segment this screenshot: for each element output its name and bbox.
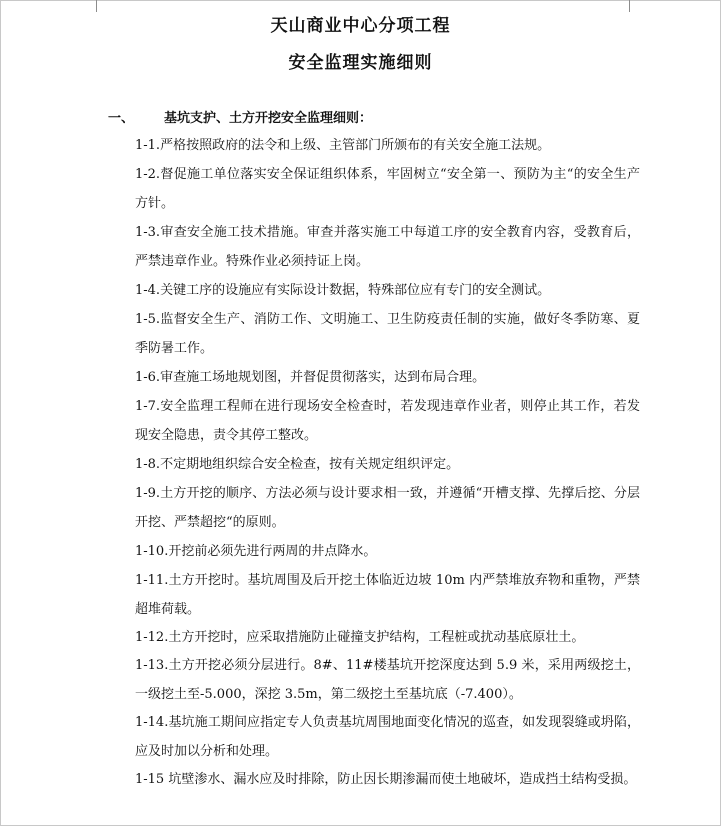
paragraph-1-10: 1-10.开挖前必须先进行两周的井点降水。 [135,544,377,559]
paragraph-1-5: 1-5.监督安全生产、消防工作、文明施工、卫生防疫责任制的实施，做好冬季防寒、夏季防暑工作。 [135,312,640,356]
paragraph-1-6: 1-6.审查施工场地规划图，并督促贯彻落实，达到布局合理。 [135,370,486,385]
paragraph-1-2: 1-2.督促施工单位落实安全保证组织体系，牢固树立“安全第一、预防为主“的安全生产方针。 [135,167,640,211]
paragraph-1-7: 1-7.安全监理工程师在进行现场安全检查时，若发现违章作业者，则停止其工作，若发现安全隐患，责令其停工整改。 [135,399,640,443]
section-heading [108,107,372,126]
paragraph-1-13: 1-13.土方开挖必须分层进行。8#、11#楼基坑开挖深度达到 5.9 米，采用两级挖土，一级挖土至-5.000，深挖 3.5m，第二级挖土至基坑底（-7.400）。 [135,658,640,702]
document-title: 天山商业中心分项工程 [270,16,451,36]
paragraph-1-14: 1-14.基坑施工期间应指定专人负责基坑周围地面变化情况的巡查，如发现裂缝或坍陷，应及时加以分析和处理。 [135,715,640,759]
paragraph-1-8: 1-8.不定期地组织综合安全检查，按有关规定组织评定。 [135,457,460,472]
paragraph-1-15: 1-15 坑壁渗水、漏水应及时排除，防止因长期渗漏而使土地破坏，造成挡土结构受损。 [135,772,637,787]
document-subtitle: 安全监理实施细则 [288,53,433,73]
paragraph-1-12: 1-12.土方开挖时，应采取措施防止碰撞支护结构，工程桩或扰动基底原壮土。 [135,630,585,645]
section-title: 基坑支护、土方开挖安全监理细则： [164,111,373,126]
paragraph-1-11: 1-11.土方开挖时。基坑周围及后开挖土体临近边坡 10m 内严禁堆放弃物和重物，严禁超堆荷载。 [135,573,640,617]
paragraph-1-3: 1-3.审查安全施工技术措施。审查并落实施工中每道工序的安全教育内容，受教育后，严禁违章作业。特殊作业必须持证上岗。 [135,225,640,269]
paragraph-1-9: 1-9.土方开挖的顺序、方法必须与设计要求相一致，并遵循“开槽支撑、先撑后挖、分层开挖、严禁超挖“的原则。 [135,486,640,530]
paragraph-1-1: 1-1.严格按照政府的法令和上级、主管部门所颁布的有关安全施工法规。 [135,138,551,153]
section-number: 一、 [108,111,135,126]
paragraph-1-4: 1-4.关键工序的设施应有实际设计数据，特殊部位应有专门的安全测试。 [135,283,551,298]
